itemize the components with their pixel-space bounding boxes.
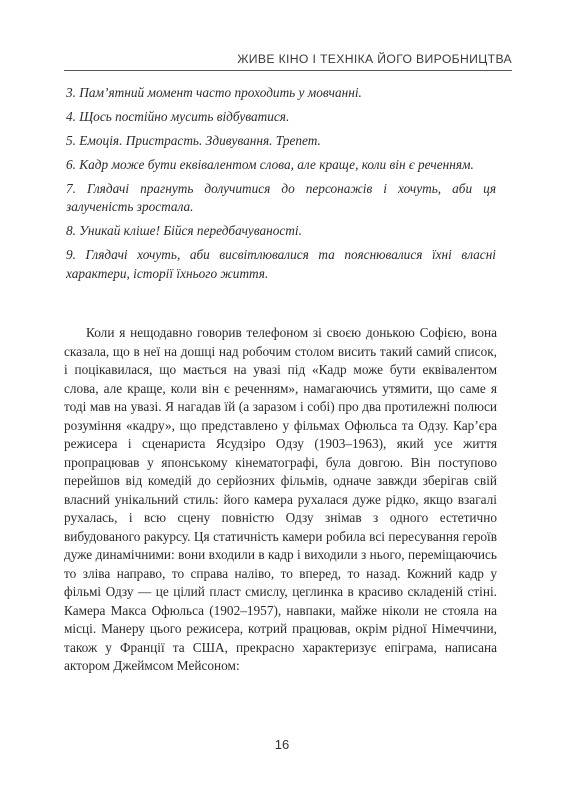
list-item: 6. Кадр може бути еквівалентом слова, але краще, коли він є реченням.: [66, 157, 474, 172]
list-item: 8. Уникай кліше! Бійся передбачуваності.: [66, 223, 302, 239]
list-item: 4. Щось постійно мусить відбуватися.: [66, 109, 290, 124]
list-item: 9. Глядачі хочуть, аби висвітлювалися та пояснювалися їхні власні характери, історії їхнього життя.: [66, 247, 496, 281]
list-item: 5. Емоція. Пристрасть. Здивування. Трепет.: [66, 133, 321, 148]
body-paragraph: Коли я нещодавно говорив телефоном зі своєю донькою Софією, вона сказала, що в неї на дошці над робочим столом висить такий самий список, і поцікавилася, що мається на увазі під «Кадр може бути еквівалентом слова, але краще, коли він є реченням», намагаючись утямити, що саме я тоді мав на увазі. Я нагадав їй (а заразом і собі) про два протилежні полюси розуміння «кадру», що представлено у фільмах Офюльса та Одзу. Кар’єра режисера і сценариста Ясудзіро Одзу (1903–1963), який усе життя пропрацював у японському кінематографі, була довгою. Він поступово перейшов від комедій до серйозних фільмів, одначе завжди зберігав свій власний унікальний стиль: його камера рухалася дуже рідко, якщо взагалі рухалась, і всю сцену повністю Одзу знімав з одного естетично вибудованого ракурсу. Ця статичність камери робила всі пересування героїв дуже динамічними: вони входили в кадр і виходили з нього, переміщаючись то зліва направо, то справа наліво, то вперед, то назад. Кожний кадр у фільмі Одзу — це цілий пласт смислу, цеглинка в красиво складеній стіні. Камера Макса Офюльса (1902–1957), навпаки, майже ніколи не стояла на місці. Манеру цього режисера, котрий працював, окрім рідної Німеччини, також у Франції та США, прекрасно характеризує епіграма, написана актором Джеймсом Мейсоном:: [64, 325, 497, 673]
page-number: 16: [274, 737, 290, 752]
list-item: 7. Глядачі прагнуть долучитися до персонажів і хочуть, аби ця залученість зростала.: [66, 181, 496, 215]
running-header: ЖИВЕ КІНО І ТЕХНІКА ЙОГО ВИРОБНИЦТВА: [237, 52, 512, 66]
numbered-rules-list: [66, 84, 496, 289]
list-item: 3. Пам’ятний момент часто проходить у мовчанні.: [66, 85, 362, 100]
header-divider: [64, 70, 512, 71]
